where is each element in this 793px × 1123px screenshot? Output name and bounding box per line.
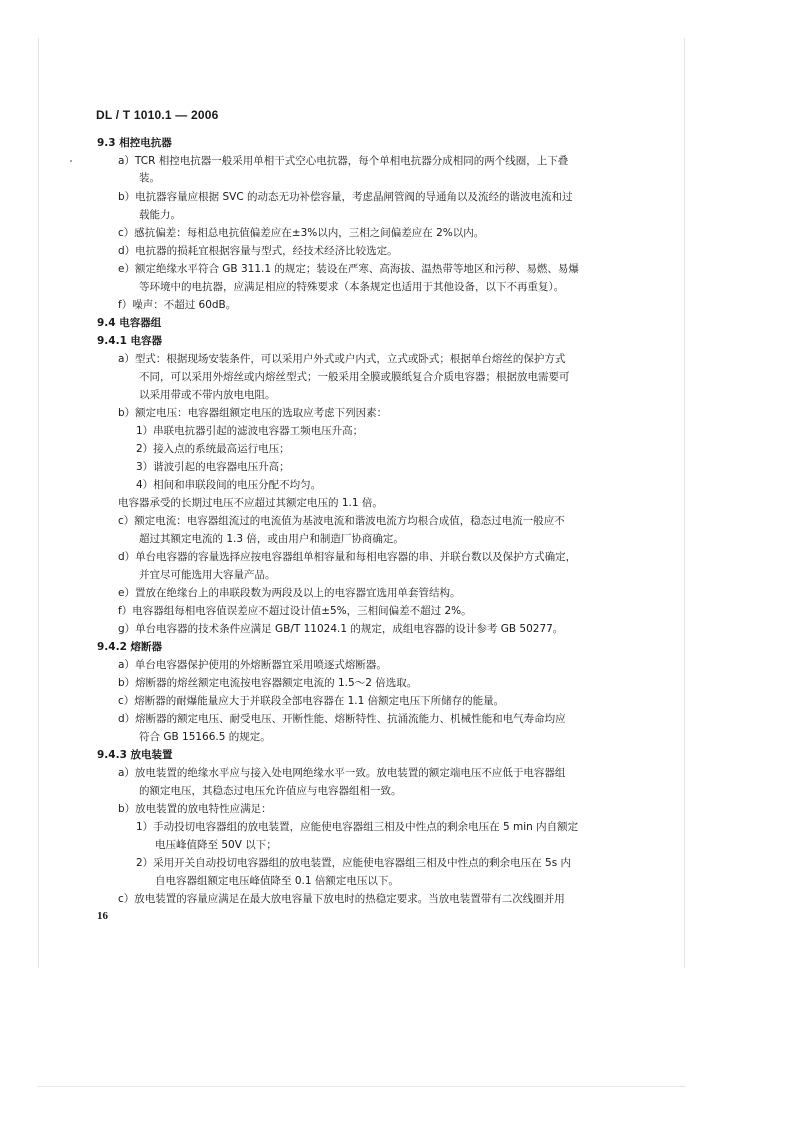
section-heading-9-4: 9.4 电容器组 [97, 317, 162, 329]
item-line: 等环境中的电抗器，应满足相应的特殊要求（本条规定也适用于其他设备，以下不再重复）。 [139, 281, 565, 293]
scan-border-right [684, 38, 685, 968]
item-line: 装。 [139, 172, 160, 184]
item-line: 超过其额定电流的 1.3 倍，或由用户和制造厂协商确定。 [139, 533, 404, 545]
item-line: a）单台电容器保护使用的外熔断器宜采用喷逐式熔断器。 [118, 659, 387, 671]
sub-item-line: 电压峰值降至 50V 以下； [155, 839, 277, 851]
scan-border-left [38, 38, 39, 968]
item-line: a）TCR 相控电抗器一般采用单相干式空心电抗器，每个单相电抗器分成相同的两个线圈，上下叠 [118, 155, 569, 167]
item-line: b）熔断器的熔丝额定电流按电容器额定电流的 1.5～2 倍选取。 [118, 677, 418, 689]
item-line: c）感抗偏差：每相总电抗值偏差应在±3%以内，三相之间偏差应在 2%以内。 [118, 227, 485, 239]
section-heading-9-4-2: 9.4.2 熔断器 [97, 641, 163, 653]
item-line: e）额定绝缘水平符合 GB 311.1 的规定；装设在严寒、高海拔、温热带等地区和污秽、易燃、易爆 [118, 263, 579, 275]
item-line: b）放电装置的放电特性应满足： [118, 803, 272, 815]
sub-item-line: 3）谐波引起的电容器电压升高； [136, 461, 290, 473]
sub-item-line: 2）采用开关自动投切电容器组的放电装置，应能使电容器组三相及中性点的剩余电压在 5s 内 [136, 857, 572, 869]
item-line: d）熔断器的额定电压、耐受电压、开断性能、熔断特性、抗涌流能力、机械性能和电气寿命均应 [118, 713, 566, 725]
item-line: g）单台电容器的技术条件应满足 GB/T 11024.1 的规定，成组电容器的设计参考 GB 50277。 [118, 623, 564, 635]
section-heading-9-3: 9.3 相控电抗器 [97, 137, 172, 149]
section-heading-9-4-3: 9.4.3 放电装置 [97, 749, 173, 761]
sub-item-line: 4）相间和串联段间的电压分配不均匀。 [136, 479, 322, 491]
item-line: e）置放在绝缘台上的串联段数为两段及以上的电容器宜选用单套管结构。 [118, 587, 461, 599]
item-line: 不同，可以采用外熔丝或内熔丝型式；一般采用全膜或膜纸复合介质电容器；根据放电需要可 [139, 371, 570, 383]
scan-border-bottom [38, 1086, 686, 1087]
item-line: c）额定电流：电容器组流过的电流值为基波电流和谐波电流方均根合成值，稳态过电流一般应不 [118, 515, 565, 527]
page-number: 16 [97, 910, 108, 922]
section-heading-9-4-1: 9.4.1 电容器 [97, 335, 163, 347]
item-line: 以采用带或不带内放电电阻。 [139, 389, 276, 401]
item-line: a）型式：根据现场安装条件，可以采用户外式或户内式，立式或卧式；根据单台熔丝的保护方式 [118, 353, 566, 365]
sub-item-line: 1）手动投切电容器组的放电装置，应能使电容器组三相及中性点的剩余电压在 5 min 内自额定 [136, 821, 579, 833]
item-line: f）噪声：不超过 60dB。 [118, 299, 237, 311]
item-line: a）放电装置的绝缘水平应与接入处电网绝缘水平一致。放电装置的额定端电压不应低于电容器组 [118, 767, 566, 779]
sub-item-line: 2）接入点的系统最高运行电压； [136, 443, 290, 455]
sub-item-line: 1）串联电抗器引起的滤波电容器工频电压升高； [136, 425, 364, 437]
item-line: 并宜尽可能选用大容量产品。 [139, 569, 276, 581]
item-line: f）电容器组每相电容值误差应不超过设计值±5%，三相间偏差不超过 2%。 [118, 605, 472, 617]
scan-speck [70, 160, 72, 162]
item-line: c）熔断器的耐爆能量应大于并联段全部电容器在 1.1 倍额定电压下所储存的能量。 [118, 695, 505, 707]
item-line: 的额定电压，其稳态过电压允许值应与电容器组相一致。 [139, 785, 402, 797]
paragraph-line: 电容器承受的长期过电压不应超过其额定电压的 1.1 倍。 [118, 497, 383, 509]
item-line: d）电抗器的损耗宜根据容量与型式，经技术经济比较选定。 [118, 245, 398, 257]
item-line: d）单台电容器的容量选择应按电容器组单相容量和每相电容器的串、并联台数以及保护方式确定， [118, 551, 577, 563]
document-code: DL / T 1010.1 — 2006 [96, 108, 219, 122]
sub-item-line: 自电容器组额定电压峰值降至 0.1 倍额定电压以下。 [155, 875, 399, 887]
item-line: b）电抗器容量应根据 SVC 的动态无功补偿容量，考虑晶闸管阀的导通角以及流经的谐波电流和过 [118, 191, 573, 203]
item-line: 载能力。 [139, 209, 181, 221]
item-line: c）放电装置的容量应满足在最大放电容量下放电时的热稳定要求。当放电装置带有二次线圈并用 [118, 893, 565, 905]
item-line: 符合 GB 15166.5 的规定。 [139, 731, 271, 743]
item-line: b）额定电压：电容器组额定电压的选取应考虑下列因素： [118, 407, 388, 419]
